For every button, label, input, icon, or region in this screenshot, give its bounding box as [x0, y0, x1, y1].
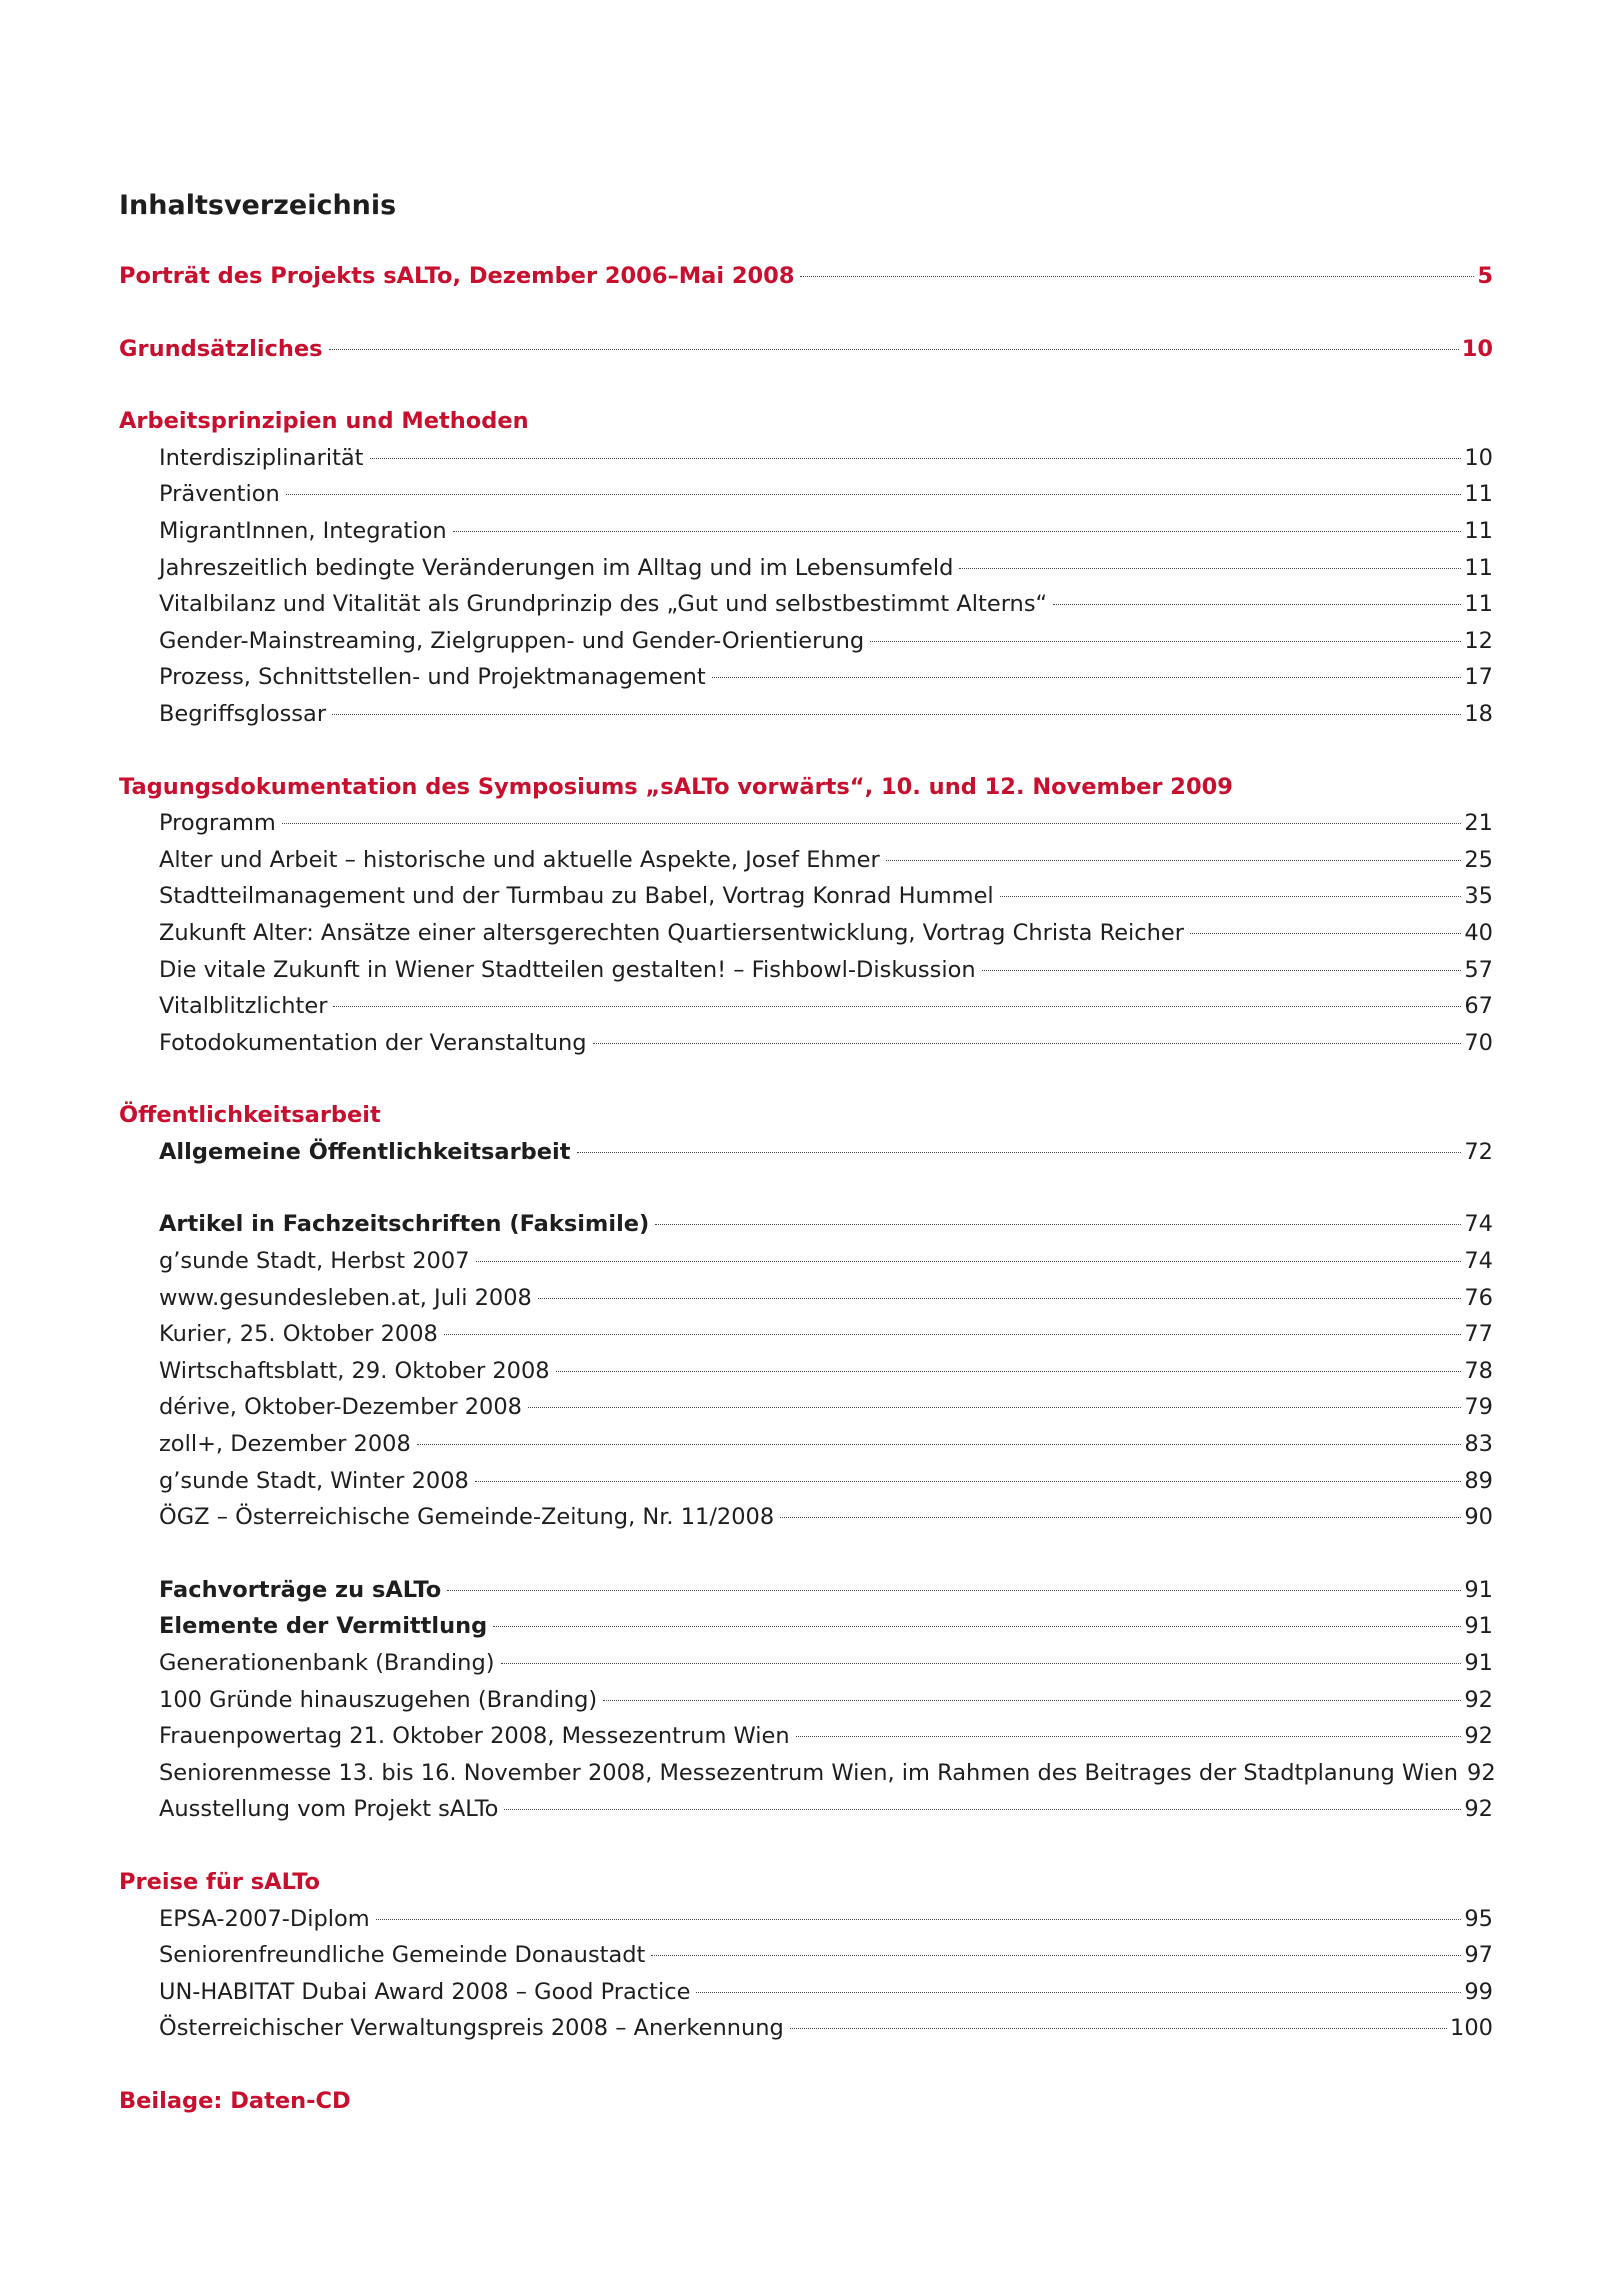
toc-label: Interdisziplinarität: [159, 444, 364, 471]
toc-row[interactable]: [159, 1974, 1493, 2011]
toc-section: [119, 1864, 1493, 2047]
toc-label: Vitalblitzlichter: [159, 993, 328, 1020]
section-entries: [119, 1901, 1493, 2047]
toc-page-number: 83: [1464, 1431, 1493, 1458]
toc-row[interactable]: [159, 1316, 1493, 1353]
toc-row[interactable]: [159, 1206, 1493, 1243]
dot-leader: [800, 276, 1474, 277]
toc-page-number: 40: [1464, 919, 1493, 946]
dot-leader: [447, 1590, 1461, 1591]
toc-label: Prozess, Schnittstellen- und Projektmanagement: [159, 664, 706, 691]
toc-row[interactable]: [159, 1572, 1493, 1609]
toc-row[interactable]: [159, 1755, 1496, 1792]
toc-section: [119, 1097, 1496, 1828]
toc-page-number: 97: [1464, 1942, 1493, 1969]
toc-page-number: 21: [1464, 810, 1493, 837]
toc-row[interactable]: [119, 331, 1493, 368]
toc-row[interactable]: [159, 550, 1493, 587]
dot-leader: [651, 1955, 1461, 1956]
toc-page-number: 5: [1477, 263, 1493, 289]
toc-label: Seniorenfreundliche Gemeinde Donaustadt: [159, 1942, 646, 1969]
section-heading[interactable]: Öffentlichkeitsarbeit: [119, 1102, 381, 1129]
toc-label: Frauenpowertag 21. Oktober 2008, Messezentrum Wien: [159, 1723, 790, 1750]
toc-label: Vitalbilanz und Vitalität als Grundprinzip des „Gut und selbstbestimmt Alterns“: [159, 591, 1048, 618]
dot-leader: [282, 823, 1462, 824]
dot-leader: [1000, 896, 1462, 897]
toc-label: Ausstellung vom Projekt sALTo: [159, 1796, 499, 1823]
toc-label: 100 Gründe hinauszugehen (Branding): [159, 1686, 598, 1713]
toc-label: Allgemeine Öffentlichkeitsarbeit: [159, 1138, 571, 1165]
dot-leader: [556, 1371, 1462, 1372]
toc-row[interactable]: [159, 1791, 1493, 1828]
dot-leader: [1190, 933, 1461, 934]
dot-leader: [696, 1992, 1461, 1993]
dot-leader: [959, 568, 1461, 569]
toc-page-number: 91: [1464, 1650, 1493, 1676]
toc-row[interactable]: [159, 1499, 1493, 1536]
toc-page-number: 57: [1464, 956, 1493, 983]
toc-row[interactable]: [159, 1280, 1493, 1317]
toc-label: Österreichischer Verwaltungspreis 2008 – Anerkennung: [159, 2015, 784, 2042]
toc-row[interactable]: [159, 1645, 1493, 1682]
dot-leader: [796, 1736, 1462, 1737]
toc-label: EPSA-2007-Diplom: [159, 1905, 370, 1932]
toc-section: [119, 769, 1493, 1062]
toc-label: Begriffsglossar: [159, 700, 327, 727]
toc-page-number: 11: [1464, 517, 1493, 544]
beilage-note: Beilage: Daten-CD: [119, 2087, 351, 2114]
dot-leader: [333, 1006, 1461, 1007]
toc-row[interactable]: [159, 1025, 1493, 1062]
dot-leader: [982, 970, 1462, 971]
toc-row[interactable]: [159, 878, 1493, 915]
toc-row[interactable]: [159, 586, 1493, 623]
dot-leader: [493, 1626, 1461, 1627]
toc-label: Porträt des Projekts sALTo, Dezember 2006–Mai 2008: [119, 263, 795, 289]
toc-page-number: 11: [1464, 591, 1493, 618]
dot-leader: [476, 1261, 1462, 1262]
section-entries: [119, 805, 1493, 1061]
toc-page-number: 67: [1464, 993, 1493, 1020]
toc-label: Elemente der Vermittlung: [159, 1613, 488, 1640]
toc-row[interactable]: [159, 476, 1493, 513]
toc-page: [119, 186, 1496, 2120]
toc-row[interactable]: [159, 1389, 1493, 1426]
toc-page-number: 91: [1464, 1576, 1493, 1603]
dot-leader: [593, 1043, 1462, 1044]
toc-label: Fachvorträge zu sALTo: [159, 1576, 442, 1603]
toc-page-number: 74: [1464, 1248, 1493, 1275]
toc-page-number: 99: [1464, 1978, 1493, 2005]
toc-page-number: 92: [1464, 1686, 1493, 1713]
toc-label: g’sunde Stadt, Winter 2008: [159, 1467, 469, 1494]
dot-leader: [712, 677, 1462, 678]
section-entries: [119, 440, 1493, 733]
toc-row[interactable]: [159, 1353, 1493, 1390]
toc-label: www.gesundesleben.at, Juli 2008: [159, 1284, 532, 1311]
dot-leader: [329, 349, 1459, 350]
toc-label: Prävention: [159, 481, 280, 508]
toc-page-number: 74: [1464, 1211, 1493, 1238]
toc-page-number: 90: [1464, 1504, 1493, 1531]
toc-page-number: 70: [1464, 1029, 1493, 1056]
page-title: Inhaltsverzeichnis: [119, 190, 397, 221]
dot-leader: [538, 1298, 1461, 1299]
toc-label: Fotodokumentation der Veranstaltung: [159, 1029, 587, 1056]
toc-row[interactable]: [159, 1682, 1493, 1719]
toc-row[interactable]: [159, 440, 1493, 477]
dot-leader: [370, 458, 1462, 459]
dot-leader: [501, 1663, 1462, 1664]
toc-page-number: 95: [1464, 1905, 1493, 1932]
toc-label: zoll+, Dezember 2008: [159, 1431, 411, 1458]
toc-row[interactable]: [159, 1426, 1493, 1463]
dot-leader: [528, 1407, 1461, 1408]
toc-page-number: 10: [1461, 335, 1493, 362]
toc-page-number: 77: [1464, 1321, 1493, 1348]
toc-page-number: 92: [1464, 1723, 1493, 1750]
dot-leader: [504, 1809, 1461, 1810]
toc-row[interactable]: [159, 659, 1493, 696]
dot-leader: [870, 641, 1461, 642]
toc-row[interactable]: [159, 623, 1493, 660]
toc-page-number: 78: [1464, 1357, 1493, 1384]
toc-page-number: 10: [1464, 444, 1493, 471]
dot-leader: [790, 2028, 1447, 2029]
toc-label: Generationenbank (Branding): [159, 1650, 495, 1676]
toc-row[interactable]: [159, 1134, 1493, 1171]
toc-label: Die vitale Zukunft in Wiener Stadtteilen gestalten! – Fishbowl-Diskussion: [159, 956, 976, 983]
toc-label: Programm: [159, 810, 276, 837]
toc-page-number: 92: [1467, 1759, 1496, 1786]
toc-row[interactable]: [159, 2010, 1493, 2047]
dot-leader: [475, 1481, 1462, 1482]
toc-label: Stadtteilmanagement und der Turmbau zu Babel, Vortrag Konrad Hummel: [159, 883, 994, 910]
toc-page-number: 79: [1464, 1394, 1493, 1421]
toc-row[interactable]: [159, 513, 1493, 550]
toc-row[interactable]: [159, 842, 1493, 879]
toc-page-number: 72: [1464, 1138, 1493, 1165]
toc-label: Jahreszeitlich bedingte Veränderungen im Alltag und im Lebensumfeld: [159, 554, 954, 581]
toc-label: Artikel in Fachzeitschriften (Faksimile): [159, 1211, 650, 1238]
toc-page-number: 12: [1464, 627, 1493, 654]
toc-section: [119, 403, 1493, 732]
toc-page-number: 100: [1450, 2015, 1493, 2042]
toc-row[interactable]: [159, 696, 1493, 733]
dot-leader: [417, 1444, 1462, 1445]
dot-leader: [603, 1700, 1461, 1701]
toc-row[interactable]: [159, 915, 1493, 952]
toc-label: MigrantInnen, Integration: [159, 517, 447, 544]
toc-row[interactable]: [159, 1608, 1493, 1645]
toc-row[interactable]: [159, 1718, 1493, 1755]
group-spacer: [159, 1536, 1493, 1572]
toc-label: Gender-Mainstreaming, Zielgruppen- und Gender-Orientierung: [159, 627, 865, 654]
dot-leader: [1053, 604, 1461, 605]
toc-page-number: 91: [1464, 1613, 1493, 1640]
toc-label: Kurier, 25. Oktober 2008: [159, 1321, 438, 1348]
toc-page-number: 35: [1464, 883, 1493, 910]
toc-label: UN-HABITAT Dubai Award 2008 – Good Practice: [159, 1978, 691, 2005]
dot-leader: [577, 1152, 1462, 1153]
toc-row[interactable]: [159, 805, 1493, 842]
toc-page-number: 17: [1464, 664, 1493, 691]
dot-leader: [655, 1224, 1461, 1225]
toc-row[interactable]: [159, 988, 1493, 1025]
toc-row[interactable]: [159, 1937, 1493, 1974]
toc-row[interactable]: [159, 1463, 1493, 1500]
dot-leader: [332, 714, 1461, 715]
toc-row[interactable]: [119, 258, 1493, 295]
toc-entry-grundsaetzliches: [119, 331, 1493, 368]
toc-entry-portraet: [119, 258, 1493, 295]
toc-label: dérive, Oktober-Dezember 2008: [159, 1394, 522, 1421]
dot-leader: [376, 1919, 1462, 1920]
toc-sections: [119, 403, 1496, 2047]
toc-page-number: 11: [1464, 481, 1493, 508]
section-heading[interactable]: Tagungsdokumentation des Symposiums „sALTo vorwärts“, 10. und 12. November 2009: [119, 773, 1233, 800]
dot-leader: [453, 531, 1462, 532]
dot-leader: [444, 1334, 1462, 1335]
toc-label: Alter und Arbeit – historische und aktuelle Aspekte, Josef Ehmer: [159, 846, 880, 873]
group-spacer: [159, 1170, 1493, 1206]
toc-row[interactable]: [159, 1901, 1493, 1938]
toc-label: Seniorenmesse 13. bis 16. November 2008, Messezentrum Wien, im Rahmen des Beitrages der Stadtplanung Wien: [159, 1759, 1459, 1786]
toc-label: g’sunde Stadt, Herbst 2007: [159, 1248, 470, 1275]
section-heading[interactable]: Arbeitsprinzipien und Methoden: [119, 408, 529, 435]
toc-page-number: 25: [1464, 846, 1493, 873]
toc-label: ÖGZ – Österreichische Gemeinde-Zeitung, Nr. 11/2008: [159, 1504, 775, 1531]
toc-row[interactable]: [159, 952, 1493, 989]
toc-label: Zukunft Alter: Ansätze einer altersgerechten Quartiersentwicklung, Vortrag Christa Reicher: [159, 919, 1185, 946]
dot-leader: [286, 494, 1462, 495]
toc-row[interactable]: [159, 1243, 1493, 1280]
toc-page-number: 11: [1464, 554, 1493, 581]
section-heading[interactable]: Preise für sALTo: [119, 1868, 321, 1895]
toc-label: Wirtschaftsblatt, 29. Oktober 2008: [159, 1357, 550, 1384]
dot-leader: [780, 1517, 1461, 1518]
dot-leader: [886, 860, 1462, 861]
section-entries: [119, 1134, 1496, 1828]
toc-label: Grundsätzliches: [119, 335, 323, 362]
toc-page-number: 18: [1464, 700, 1493, 727]
toc-page-number: 76: [1464, 1284, 1493, 1311]
toc-page-number: 89: [1464, 1467, 1493, 1494]
toc-page-number: 92: [1464, 1796, 1493, 1823]
